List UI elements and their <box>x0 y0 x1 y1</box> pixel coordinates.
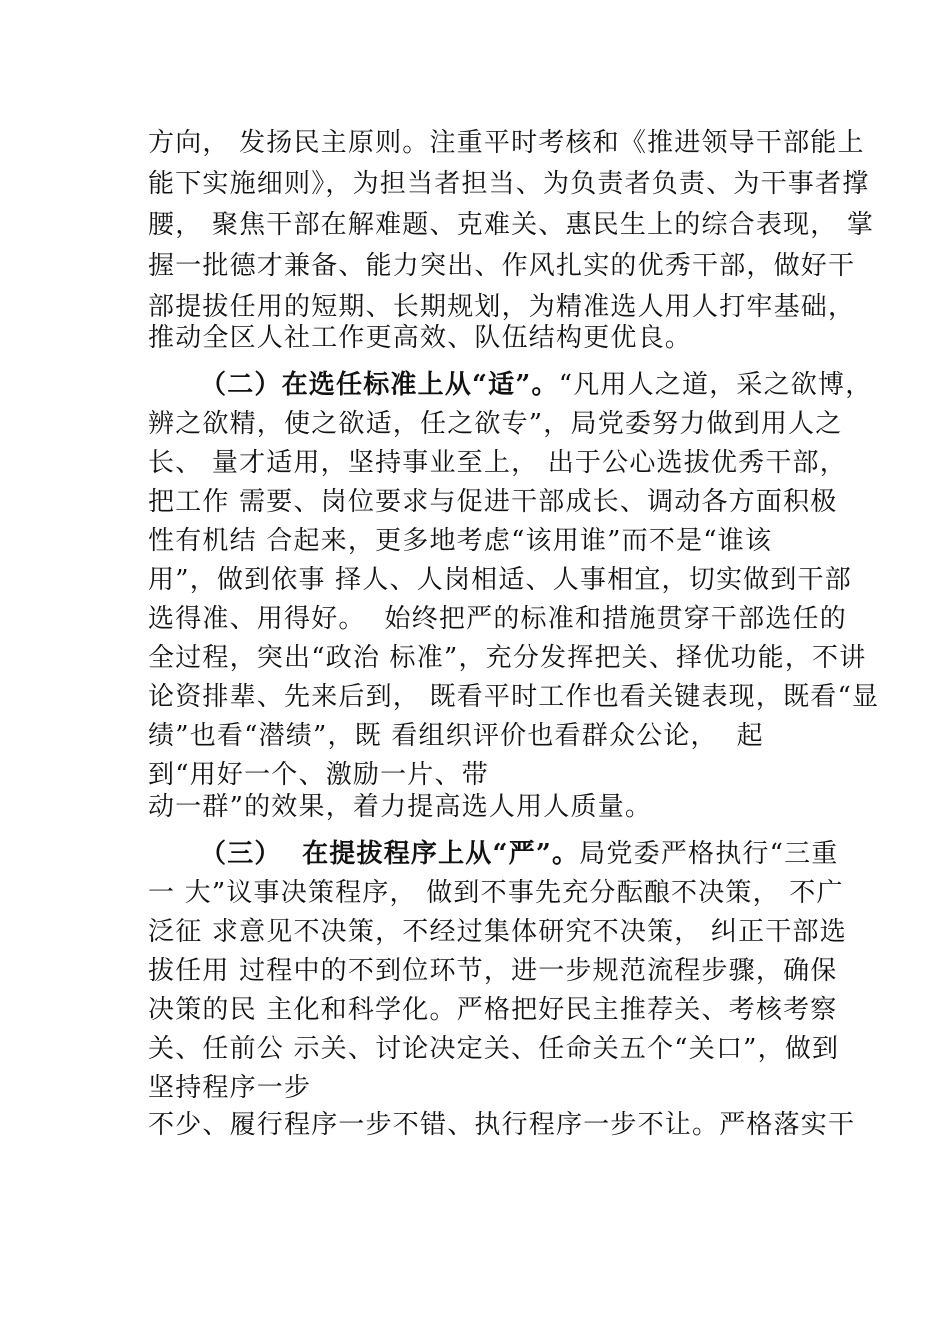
paragraph-2-line-6: 用”，做到依事 择人、人岗相适、人事相宜，切实做到干部 <box>148 565 852 595</box>
paragraph-2-line-5: 性有机结 合起来，更多地考虑“该用谁”而不是“谁该 <box>148 526 773 556</box>
paragraph-1-line-2: 能下实施细则》，为担当者担当、为负责者负责、为干事者撑 <box>148 169 870 199</box>
paragraph-3-line-5: 决策的民 主化和科学化。严格把好民主推荐关、考核考察 <box>148 995 838 1025</box>
paragraph-1-line-5: 部提拔任用的短期、长期规划，为精准选人用人打牢基础， <box>148 292 856 322</box>
paragraph-3-heading: （三） 在提拔程序上从“严”。 <box>200 839 580 869</box>
paragraph-3-line-6: 关、任前公 示关、讨论决定关、任命关五个“关口”，做到 <box>148 1034 840 1064</box>
paragraph-3-line-1 <box>200 838 839 870</box>
paragraph-3-first-line-text: 局党委严格执行“三重 <box>579 839 839 869</box>
paragraph-3-line-7: 坚持程序一步 <box>148 1073 312 1103</box>
paragraph-2-first-line-text: “凡用人之道，采之欲博， <box>558 370 873 400</box>
paragraph-3-line-3: 泛征 求意见不决策，不经过集体研究不决策， 纠正干部选 <box>148 917 847 947</box>
paragraph-2-heading: （二）在选任标准上从“适”。 <box>200 370 559 400</box>
paragraph-2-line-11: 到“用好一个、激励一片、带 <box>148 760 489 790</box>
paragraph-2-line-9: 论资排辈、先来后到， 既看平时工作也看关键表现，既看“显 <box>148 682 880 712</box>
paragraph-2-line-8: 全过程，突出“政治 标准”，充分发挥把关、择优功能，不讲 <box>148 643 867 673</box>
paragraph-2-line-10: 绩”也看“潜绩”，既 看组织评价也看群众公论， 起 <box>148 721 764 751</box>
paragraph-3-line-4: 拔任用 过程中的不到位环节，进一步规范流程步骤，确保 <box>148 956 838 986</box>
paragraph-3-line-2: 一 大”议事决策程序， 做到不事先充分酝酿不决策， 不广 <box>148 878 844 908</box>
paragraph-1-line-1: 方向， 发扬民主原则。注重平时考核和《推进领导干部能上 <box>148 128 865 158</box>
paragraph-1-line-4: 握一批德才兼备、能力突出、作风扎实的优秀干部，做好干 <box>148 251 856 281</box>
paragraph-1-line-6: 推动全区人社工作更高效、队伍结构更优良。 <box>148 323 693 353</box>
paragraph-1-line-3: 腰， 聚焦干部在解难题、克难关、惠民生上的综合表现， 掌 <box>148 210 875 240</box>
paragraph-2-line-1 <box>200 369 872 401</box>
paragraph-2-line-4: 把工作 需要、岗位要求与促进干部成长、调动各方面积极 <box>148 487 838 517</box>
paragraph-2-line-2: 辨之欲精，使之欲适，任之欲专”，局党委努力做到用人之 <box>148 409 843 439</box>
paragraph-3-line-8: 不少、履行程序一步不错、执行程序一步不让。严格落实干 <box>148 1110 856 1140</box>
paragraph-2-line-3: 长、 量才适用，坚持事业至上， 出于公心选拔优秀干部， <box>148 448 847 478</box>
paragraph-2-line-7: 选得准、用得好。 始终把严的标准和措施贯穿干部选任的 <box>148 604 847 634</box>
paragraph-2-line-12: 动一群”的效果，着力提高选人用人质量。 <box>148 792 653 822</box>
